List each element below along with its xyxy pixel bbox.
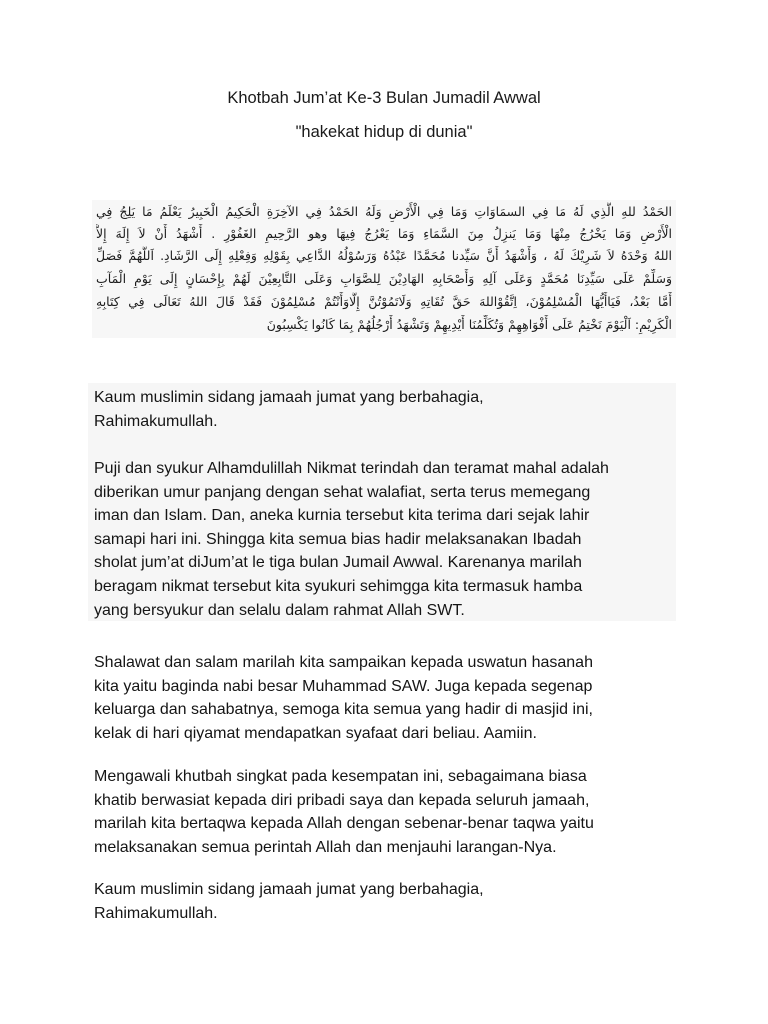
text-line: keluarga dan sahabatnya, semoga kita semua yang hadir di masjid ini, <box>94 701 593 719</box>
text-line: Rahimakumullah. <box>94 904 218 922</box>
text-line: samapi hari ini. Shingga kita semua bias hadir melaksanakan Ibadah <box>94 530 582 548</box>
arabic-line: الحَمْدُ للهِ الَّذِي لَهُ مَا فِي السمَاوَاتِ وَمَا فِي الْأَرْضِ وَلَهُ الحَمْدُ فِي الآخِرَةِ الْحَكِيمُ الْخَبِيرُ يَعْلَمُ مَا يَلِجُ فِي <box>96 204 672 219</box>
arabic-opening-prayer <box>92 200 676 338</box>
arabic-line: الْكَرِيْمِ: اَلْيَوْمَ نَخْتِمُ عَلَى أَفْوَاهِهِمْ وَتُكَلِّمُنَا أَيْدِيهِمْ وَتَشْهَدُ أَرْجُلُهُمْ بِمَا كَانُوا يَكْسِبُونَ <box>266 317 672 332</box>
text-line: yang bersyukur dan selalu dalam rahmat Allah SWT. <box>94 601 465 619</box>
praise-paragraph <box>94 457 694 622</box>
text-line: melaksanakan semua perintah Allah dan menjauhi larangan-Nya. <box>94 838 557 856</box>
text-line: khatib berwasiat kepada diri pribadi saya dan kepada seluruh jamaah, <box>94 791 590 809</box>
text-line: Rahimakumullah. <box>94 412 218 430</box>
text-line: Shalawat dan salam marilah kita sampaikan kepada uswatun hasanah <box>94 654 593 671</box>
text-line: marilah kita bertaqwa kepada Allah dengan sebenar-benar taqwa yaitu <box>94 815 594 833</box>
wasiat-paragraph <box>94 765 694 859</box>
closing-greeting-paragraph <box>94 878 694 925</box>
text-line: kita yaitu baginda nabi besar Muhammad SAW. Juga kepada segenap <box>94 677 593 695</box>
text-line: kelak di hari qiyamat mendapatkan syafaat dari beliau. Aamiin. <box>94 724 537 742</box>
text-line: Kaum muslimin sidang jamaah jumat yang berbahagia, <box>94 389 484 406</box>
page-title: Khotbah Jum’at Ke-3 Bulan Jumadil Awwal <box>227 89 541 107</box>
text-line: iman dan Islam. Dan, aneka kurnia tersebut kita terima dari sejak lahir <box>94 507 590 525</box>
text-line: Mengawali khutbah singkat pada kesempatan ini, sebagaimana biasa <box>94 768 587 785</box>
arabic-line: وَسَلِّمْ عَلَى سَيِّدِنَا مُحَمَّدٍ وَعَلَى آلِهِ وَأَصْحَابِهِ الهَادِيْنَ لِلصَّوَابِ وَعَلَى التَّابِعِيْنَ لَهُمْ بِإِحْسَانٍ إِلَى يَوْمِ الْمَآبِ <box>96 271 672 286</box>
text-line: diberikan umur panjang dengan sehat walafiat, serta terus memegang <box>94 483 591 501</box>
page-subtitle: "hakekat hidup di dunia" <box>295 123 473 141</box>
shalawat-paragraph <box>94 651 694 745</box>
arabic-line: اللهُ وَحْدَهُ لاَ شَرِيْكَ لَهُ ، وَأَشْهَدُ أَنَّ سَيِّدنا مُحَمَّدًا عَبْدُهُ وَرَسُوْلُهُ الدَّاعِي بِقَوْلِهِ وَفِعْلِهِ إِلَى الرَّشَادِ. اَللَّهُمَّ فَصَلِّ <box>96 248 672 263</box>
text-line: Puji dan syukur Alhamdulillah Nikmat terindah dan teramat mahal adalah <box>94 460 609 477</box>
text-line: sholat jum’at diJum’at le tiga bulan Jumail Awwal. Karenanya marilah <box>94 554 582 572</box>
text-line: Kaum muslimin sidang jamaah jumat yang berbahagia, <box>94 881 484 898</box>
arabic-line: أَمَّا بَعْدُ، فَيَاأَيُّهَا الْمُسْلِمُوْنَ، اِتَّقُوْاللهَ حَقَّ تُقَاتِهِ وَلَاتَمُوْتُنَّ إِلَّاوَأَنْتُمْ مُسْلِمُوْنَ فَقَدْ قَالَ اللهُ تَعَالَى فِي كِتَابِهِ <box>96 294 672 309</box>
text-line: beragam nikmat tersebut kita syukuri sehimgga kita termasuk hamba <box>94 577 583 595</box>
greeting-paragraph <box>94 386 694 433</box>
arabic-line: الْأَرْضِ وَمَا يَخْرُجُ مِنْهَا وَمَا يَنزِلُ مِنَ السَّمَاءِ وَمَا يَعْرُجُ فِيهَا وهو الرَّحِيمِ الغَفُوْرِ . أَشْهَدُ أَنْ لاَ إِلَهَ إِلاَّ <box>96 226 672 241</box>
